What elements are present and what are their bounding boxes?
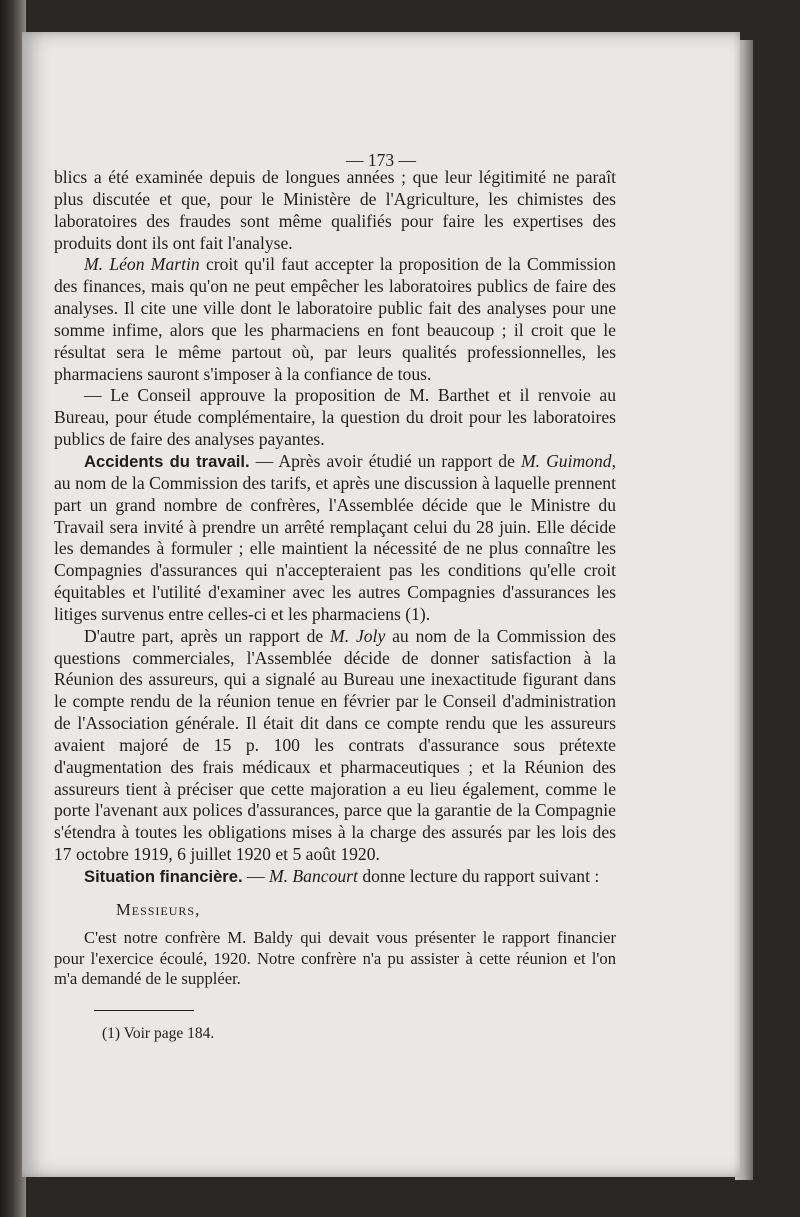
- paragraph-2-text: croit qu'il faut accepter la proposition de la Commission des finances, mais qu'on ne peut empêcher les laboratoires publics de faire des analyses. Il cite une ville dont le laboratoire public fait des analyses pour une somme infime, alors que les pharmaciens en font beaucoup ; il croit que le résultat sera le même partout où, par leurs qualités professionnelles, les pharmaciens sauront s'imposer à la confiance de tous.: [54, 254, 616, 384]
- paragraph-3: — Le Conseil approuve la proposition de M. Barthet et il renvoie au Bureau, pour étude complémentaire, la question du droit pour les laboratoires publics de faire des analyses payantes.: [54, 385, 616, 450]
- speaker-name: M. Léon Martin: [84, 254, 200, 275]
- speaker-name: M. Guimond: [520, 450, 612, 471]
- paragraph-6: [54, 866, 616, 888]
- footnote: (1) Voir page 184.: [102, 1025, 215, 1043]
- paragraph-5-text-a: D'autre part, après un rapport de: [84, 625, 331, 646]
- document-page: [22, 32, 740, 1177]
- paragraph-1: blics a été examinée depuis de longues années ; que leur légitimité ne paraît plus discutée et que, pour le Ministère de l'Agriculture, les chimistes des laboratoires des fraudes sont même qualifiés pour faire les expertises des produits dont ils ont fait l'analyse.: [54, 167, 616, 253]
- paragraph-2: [54, 254, 616, 385]
- paragraph-4: [54, 451, 616, 626]
- section-heading-situation: Situation financière.: [84, 867, 243, 886]
- section-heading-accidents: Accidents du travail.: [84, 451, 250, 471]
- paragraph-4-text-a: — Après avoir étudié un rapport de: [249, 450, 521, 471]
- footnote-rule: [94, 1010, 194, 1012]
- paragraph-5: [54, 626, 616, 866]
- page-body: [54, 150, 616, 1045]
- paragraph-6-text-a: —: [242, 866, 269, 886]
- speaker-name: M. Bancourt: [268, 866, 358, 886]
- salutation: Messieurs,: [116, 899, 201, 919]
- paragraph-5-text-b: au nom de la Commission des questions commerciales, l'Assemblée décide de donner satisfaction à la Réunion des assureurs, qui a signalé au Bureau une inexactitude figurant dans le compte rendu de la réunion tenue en février par le Conseil d'administration de l'Association générale. Il était dit dans ce compte rendu que les assureurs avaient majoré de 15 p. 100 les contrats d'assurance sous prétexte d'augmentation des frais médicaux et pharmaceutiques ; et la Réunion des assureurs tient à préciser que cette majoration a eu lieu également, comme le porte l'avenant aux polices d'assurances, parce que la garantie de la Compagnie s'étendra à toutes les obligations mises à la charge des assurés par les lois des 17 octobre 1919, 6 juillet 1920 et 5 août 1920.: [54, 625, 616, 865]
- speaker-name: M. Joly: [330, 625, 386, 646]
- page-number: — 173 —: [346, 150, 416, 170]
- paragraph-7: C'est notre confrère M. Baldy qui devait vous présenter le rapport financier pour l'exercice écoulé, 1920. Notre confrère n'a pu assister à cette réunion et l'on m'a demandé de le suppléer.: [54, 928, 616, 989]
- paragraph-6-text-b: donne lecture du rapport suivant :: [357, 866, 600, 886]
- paragraph-4-text-b: , au nom de la Commission des tarifs, et après une discussion à laquelle prennent part un grand nombre de confrères, l'Assemblée décide que le Ministre du Travail sera invité à prendre un arrêté remplaçant celui du 28 juin. Elle décide les demandes à formuler ; elle maintient la nécessité de ne plus connaître les Compagnies d'assurances qui n'accepteraient pas les conditions qu'elle croit équitables et l'utilité d'examiner avec les autres Compagnies d'assurances les litiges survenus entre celles-ci et les pharmaciens (1).: [54, 450, 616, 624]
